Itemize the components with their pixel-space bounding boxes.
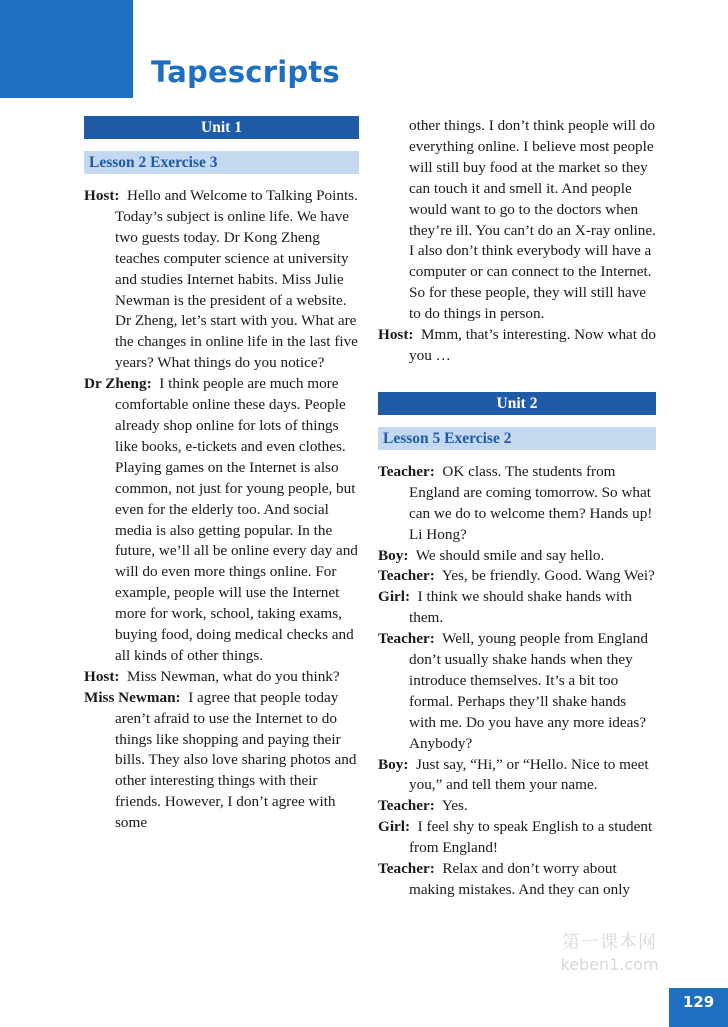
corner-color-block xyxy=(0,0,133,98)
dialogue-text: OK class. The students from England are coming tomorrow. So what can we do to welcome them? Hands up! Li Hong? xyxy=(409,462,653,543)
dialogue-text: Yes. xyxy=(441,797,468,815)
dialogue-text: Yes, be friendly. Good. Wang Wei? xyxy=(441,567,655,585)
dialogue-line xyxy=(378,817,656,859)
unit-1-heading: Unit 1 xyxy=(84,116,359,139)
dialogue-line xyxy=(378,325,656,367)
unit-2-lesson-heading: Lesson 5 Exercise 2 xyxy=(378,427,656,450)
speaker-label: Host: xyxy=(378,326,414,344)
dialogue-line xyxy=(84,186,359,374)
dialogue-line xyxy=(378,859,656,901)
speaker-label: Teacher: xyxy=(378,797,435,815)
dialogue-line xyxy=(378,629,656,754)
watermark-line-1: 第一课本网 xyxy=(562,932,657,953)
speaker-label: Boy: xyxy=(378,546,409,564)
dialogue-continuation: other things. I don’t think people will do everything online. I believe most people will still buy food at the market so they can touch it and smell it. And people would want to go to the doctors when they’re ill. You can’t do an X-ray online. I also don’t think everybody will have a computer or can connect to the Internet. So for these people, they will still have to do things in person. xyxy=(409,117,656,323)
speaker-label: Host: xyxy=(84,187,120,204)
dialogue-text: We should smile and say hello. xyxy=(415,546,605,564)
speaker-label: Miss Newman: xyxy=(84,688,181,706)
left-column xyxy=(84,116,359,834)
unit-1-lesson-heading: Lesson 2 Exercise 3 xyxy=(84,151,359,174)
speaker-label: Dr Zheng: xyxy=(84,375,152,393)
dialogue-text: I feel shy to speak English to a student from England! xyxy=(409,818,653,857)
right-column xyxy=(378,116,656,901)
dialogue-line xyxy=(378,587,656,629)
speaker-label: Teacher: xyxy=(378,860,435,878)
unit-2-heading: Unit 2 xyxy=(378,392,656,415)
watermark xyxy=(552,932,667,976)
speaker-label: Teacher: xyxy=(378,630,435,648)
dialogue-text: Miss Newman, what do you think? xyxy=(127,667,340,685)
speaker-label: Girl: xyxy=(378,588,411,606)
speaker-label: Boy: xyxy=(378,755,409,773)
dialogue-line xyxy=(378,546,656,567)
dialogue-line xyxy=(378,796,656,817)
dialogue-text: Relax and don’t worry about making mistakes. And they can only xyxy=(409,860,631,898)
dialogue-line xyxy=(378,755,656,797)
page-title: Tapescripts xyxy=(151,55,340,89)
dialogue-text: I think people are much more comfortable online these days. People already shop online for lots of things like books, e-tickets and even clothes. Playing games on the Internet is also common, not just for young people, but even for the elderly too. And social media is also getting popular. In the future, we’ll all be online every day and will do even more things online. For example, people will use the Internet more for work, school, taking exams, buying food, doing medical checks and all kinds of other things. xyxy=(115,375,358,664)
dialogue-text: Hello and Welcome to Talking Points. Today’s subject is online life. We have two guests today. Dr Kong Zheng teaches computer science at university and studies Internet habits. Miss Julie Newman is the president of a website. Dr Zheng, let’s start with you. What are the changes in online life in the last five years? What things do you notice? xyxy=(115,187,358,372)
dialogue-text: I think we should shake hands with them. xyxy=(409,588,632,627)
dialogue-line xyxy=(84,688,359,834)
dialogue-text: Just say, “Hi,” or “Hello. Nice to meet you,” and tell them your name. xyxy=(409,755,649,794)
speaker-label: Host: xyxy=(84,667,120,685)
dialogue-line xyxy=(84,374,359,667)
dialogue-text: Well, young people from England don’t usually shake hands when they introduce themselves. It’s a bit too formal. Perhaps they’ll shake hands with me. Do you have any more ideas? Anybody? xyxy=(409,630,648,752)
dialogue-line xyxy=(378,566,656,587)
speaker-label: Teacher: xyxy=(378,567,435,585)
dialogue-text: Mmm, that’s interesting. Now what do you … xyxy=(409,326,656,364)
page-number: 129 xyxy=(669,988,728,1027)
speaker-label: Girl: xyxy=(378,818,411,836)
speaker-label: Teacher: xyxy=(378,462,435,480)
watermark-line-2: keben1.com xyxy=(560,955,659,974)
dialogue-line xyxy=(378,462,656,546)
dialogue-text: I agree that people today aren’t afraid to use the Internet to do things like shopping and paying their bills. They also love sharing photos and other interesting things with their friends. However, I don’t agree with some xyxy=(115,688,357,832)
dialogue-line xyxy=(84,667,359,688)
